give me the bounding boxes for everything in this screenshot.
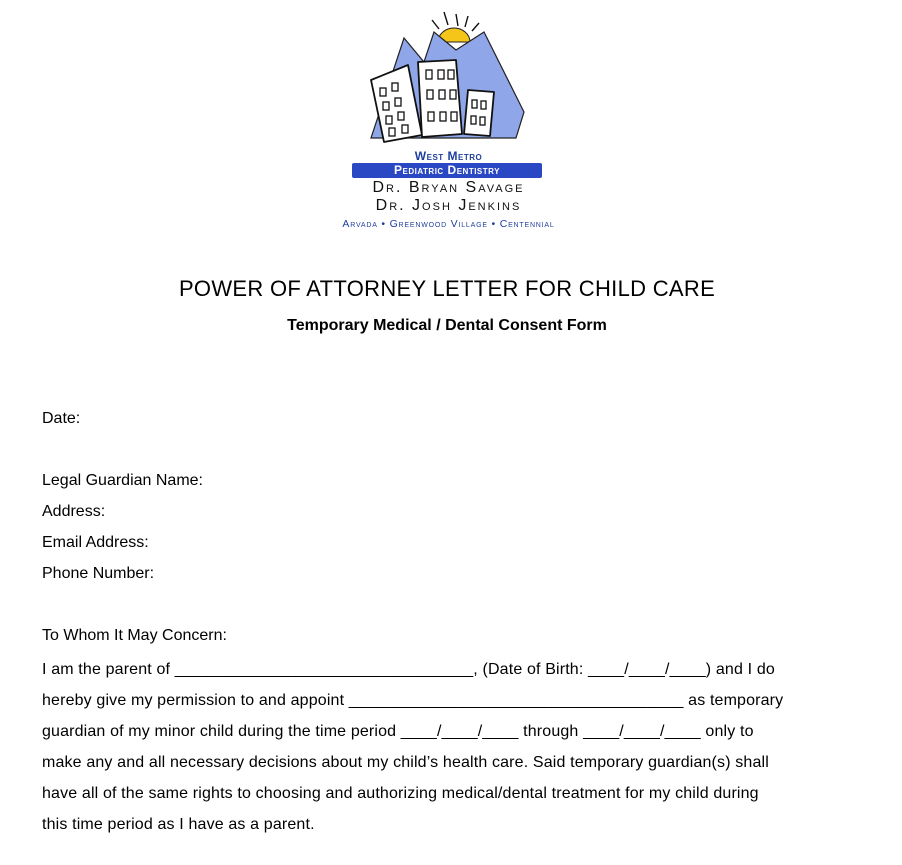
letter-line: make any and all necessary decisions about my child’s health care. Said temporary guardian(s) shall (42, 754, 769, 771)
address-label: Address: (42, 503, 106, 520)
logo-practice-name: West Metro (414, 149, 483, 163)
letter-line: hereby give my permission to and appoint _____________________________________ as temporary (42, 692, 784, 709)
letter-greeting: To Whom It May Concern: (42, 627, 227, 644)
letter-body (42, 654, 872, 840)
practice-logo (296, 10, 601, 232)
email-address-label: Email Address: (42, 534, 149, 551)
logo-tagline-banner: Pediatric Dentistry (352, 163, 542, 178)
letter-line: guardian of my minor child during the time period ____/____/____ through ____/____/____ only to (42, 723, 754, 740)
document-title: POWER OF ATTORNEY LETTER FOR CHILD CARE (178, 276, 716, 301)
logo-doctor-2: Dr. Josh Jenkins (375, 197, 522, 214)
letter-line: have all of the same rights to choosing and authorizing medical/dental treatment for my child during (42, 785, 759, 802)
phone-number-label: Phone Number: (42, 565, 155, 582)
logo-locations: Arvada • Greenwood Village • Centennial (342, 218, 555, 230)
logo-doctor-1: Dr. Bryan Savage (372, 179, 525, 196)
city-mountain-logo-graphic (366, 10, 531, 150)
letter-line: I am the parent of _________________________________, (Date of Birth: ____/____/____) and I do (42, 661, 775, 678)
date-label: Date: (42, 410, 81, 427)
legal-guardian-label: Legal Guardian Name: (42, 472, 203, 489)
document-subtitle: Temporary Medical / Dental Consent Form (287, 317, 607, 334)
letter-line: this time period as I have as a parent. (42, 816, 315, 833)
